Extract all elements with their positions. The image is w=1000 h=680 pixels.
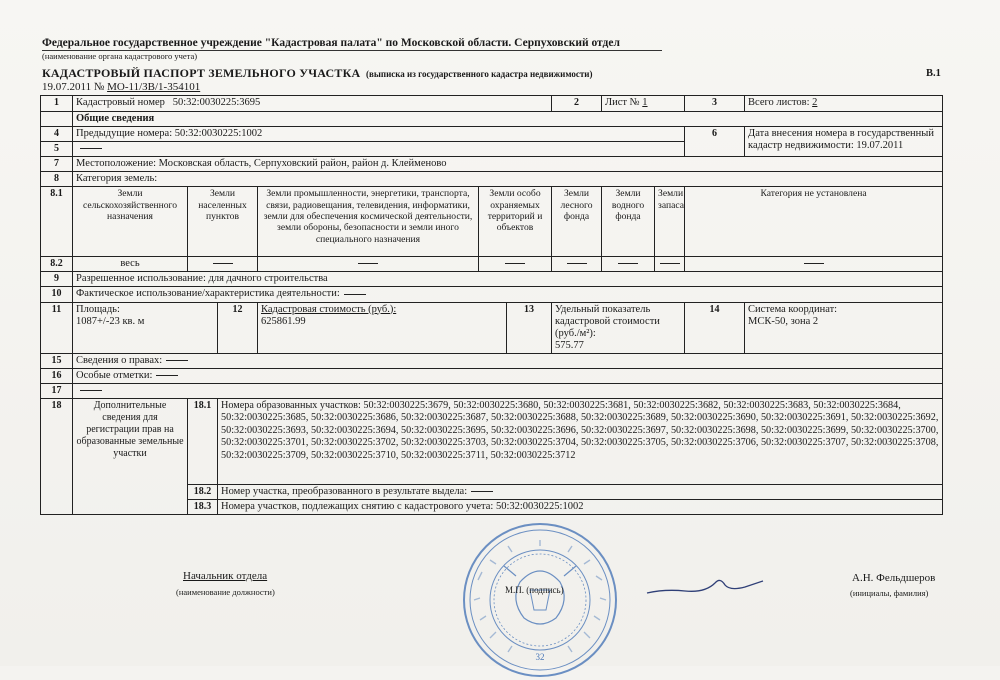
row-number: 6 — [685, 127, 745, 157]
table-row — [41, 398, 943, 484]
organization-name: Федеральное государственное учреждение "Кадастровая палата" по Московской области. Серпуховский отдел — [42, 37, 620, 49]
land-category-header: Земли водного фонда — [602, 187, 655, 257]
location: Местоположение: Московская область, Серпуховский район, район д. Клейменово — [73, 157, 943, 172]
position-title: Начальник отдела — [183, 570, 268, 582]
empty-dash — [567, 263, 587, 264]
land-category-header: Земли населенных пунктов — [188, 187, 258, 257]
area-label: Площадь: — [76, 303, 120, 315]
row-number: 8 — [41, 172, 73, 187]
table-row — [41, 96, 943, 112]
land-category-header: Земли сельскохозяйственного назначения — [73, 187, 188, 257]
empty-dash — [80, 390, 102, 391]
land-category-header: Земли лесного фонда — [552, 187, 602, 257]
specific-value-label: Удельный показатель кадастровой стоимости (руб./м²): — [555, 303, 660, 339]
total-sheets-label: Всего листов: — [748, 97, 810, 108]
specific-value: 575.77 — [555, 339, 584, 351]
area-value: 1087+/-23 кв. м — [76, 315, 145, 327]
table-row — [41, 187, 943, 257]
coordinate-system-cell — [745, 302, 943, 353]
row-number: 9 — [41, 272, 73, 287]
row-number: 13 — [507, 302, 552, 353]
passport-table — [40, 95, 943, 515]
land-category-value — [552, 257, 602, 272]
empty-dash — [358, 263, 378, 264]
organization-caption: (наименование органа кадастрового учета) — [42, 51, 198, 61]
land-category-header: Земли особо охраняемых территорий и объектов — [479, 187, 552, 257]
row-number: 16 — [41, 368, 73, 383]
table-row — [41, 383, 943, 398]
empty-dash — [660, 263, 680, 264]
land-category-value — [258, 257, 479, 272]
signature-icon — [645, 573, 765, 598]
land-category-label: Категория земель: — [73, 172, 943, 187]
land-category-value — [602, 257, 655, 272]
cadastral-value-label: Кадастровая стоимость (руб.): — [261, 303, 397, 315]
general-info-heading: Общие сведения — [73, 112, 943, 127]
table-row — [41, 272, 943, 287]
document-title: КАДАСТРОВЫЙ ПАСПОРТ ЗЕМЕЛЬНОГО УЧАСТКА — [42, 66, 361, 80]
total-sheets-value: 2 — [812, 97, 818, 108]
row-number: 3 — [685, 96, 745, 112]
row-number: 17 — [41, 383, 73, 398]
land-category-value — [188, 257, 258, 272]
form-code: В.1 — [926, 68, 941, 79]
stamp-label: М.П. (подпись) — [505, 585, 564, 595]
land-category-value — [655, 257, 685, 272]
registration-date: Дата внесения номера в государственный кадастр недвижимости: 19.07.2011 — [745, 127, 943, 157]
seal-number: 32 — [535, 652, 545, 662]
row5-value — [73, 142, 685, 157]
table-row — [41, 302, 943, 353]
coordinate-system-label: Система координат: — [748, 303, 838, 315]
row-number: 2 — [552, 96, 602, 112]
document-date-number — [42, 81, 200, 93]
specific-value-cell — [552, 302, 685, 353]
transformed-plot: Номер участка, преобразованного в результате выдела: — [221, 485, 468, 497]
row-number: 18 — [41, 398, 73, 514]
table-row — [41, 112, 943, 127]
permitted-use: Разрешенное использование: для дачного строительства — [73, 272, 943, 287]
actual-use: Фактическое использование/характеристика деятельности: — [76, 288, 340, 300]
empty-cell — [41, 112, 73, 127]
row17-value — [73, 383, 943, 398]
transformed-plot-cell — [218, 484, 943, 499]
row-number: 5 — [41, 142, 73, 157]
empty-dash — [166, 360, 188, 361]
sheet-label: Лист № — [605, 97, 640, 108]
row-number: 12 — [218, 302, 258, 353]
land-category-value — [685, 257, 943, 272]
rights-info: Сведения о правах: — [76, 354, 163, 366]
empty-dash — [156, 375, 178, 376]
row-number: 7 — [41, 157, 73, 172]
additional-info-label: Дополнительные сведения для регистрации прав на образованные земельные участки — [73, 398, 188, 514]
document-date: 19.07.2011 — [42, 81, 92, 93]
cadastral-value-cell — [258, 302, 507, 353]
table-row — [41, 287, 943, 302]
row-number: 11 — [41, 302, 73, 353]
empty-dash — [471, 491, 493, 492]
row-number: 1 — [41, 96, 73, 112]
table-row — [41, 368, 943, 383]
formed-plots-numbers: Номера образованных участков: 50:32:0030225:3679, 50:32:0030225:3680, 50:32:0030225:3681, 50:32:0030225:3682, 50:32:0030225:3683, 50:32:0030225:3684, 50:32:0030225:3685, 50:32:0030225:3686, 50:32:0030225:3687, 50:32:0030225:3688, 50:32:0030225:3689, 50:32:0030225:3690, 50:32:0030225:3691, 50:32:0030225:3692, 50:32:0030225:3693, 50:32:0030225:3694, 50:32:0030225:3695, 50:32:0030225:3696, 50:32:0030225:3697, 50:32:0030225:3698, 50:32:0030225:3699, 50:32:0030225:3700, 50:32:0030225:3701, 50:32:0030225:3702, 50:32:0030225:3703, 50:32:0030225:3704, 50:32:0030225:3705, 50:32:0030225:3706, 50:32:0030225:3707, 50:32:0030225:3708, 50:32:0030225:3709, 50:32:0030225:3710, 50:32:0030225:3711, 50:32:0030225:3712 — [218, 398, 943, 484]
cadastral-number-value: 50:32:0030225:3695 — [172, 97, 261, 108]
land-category-header: Земли запаса — [655, 187, 685, 257]
empty-dash — [80, 148, 102, 149]
document-subtitle: (выписка из государственного кадастра недвижимости) — [366, 69, 593, 79]
row-number: 18.2 — [188, 484, 218, 499]
special-notes: Особые отметки: — [76, 369, 153, 381]
empty-dash — [344, 294, 366, 295]
empty-dash — [213, 263, 233, 264]
official-seal-icon — [460, 520, 620, 680]
special-notes-cell — [73, 368, 943, 383]
removed-plots: Номера участков, подлежащих снятию с кадастрового учета: 50:32:0030225:1002 — [218, 500, 943, 515]
rights-info-cell — [73, 353, 943, 368]
table-row — [41, 172, 943, 187]
sheet-number-cell — [602, 96, 685, 112]
row-number: 10 — [41, 287, 73, 302]
official-name: А.Н. Фельдшеров — [852, 572, 936, 584]
row-number: 18.3 — [188, 500, 218, 515]
document-number: МО-11/ЗВ/1-354101 — [107, 81, 201, 93]
cadastral-number-cell — [73, 96, 552, 112]
table-row — [41, 353, 943, 368]
row-number: 4 — [41, 127, 73, 142]
official-name-caption: (инициалы, фамилия) — [850, 588, 929, 598]
empty-dash — [618, 263, 638, 264]
number-prefix: № — [93, 81, 105, 93]
row-number: 8.1 — [41, 187, 73, 257]
row-number: 14 — [685, 302, 745, 353]
empty-dash — [804, 263, 824, 264]
sheet-value: 1 — [642, 97, 648, 108]
area-cell — [73, 302, 218, 353]
position-caption: (наименование должности) — [176, 587, 275, 597]
cadastral-number-label: Кадастровый номер — [76, 97, 165, 108]
table-row — [41, 127, 943, 142]
row-number: 15 — [41, 353, 73, 368]
land-category-header: Земли промышленности, энергетики, транспорта, связи, радиовещания, телевидения, информатики, земли для обеспечения космической деятельности, земли обороны, безопасности и земли иного специального назначения — [258, 187, 479, 257]
previous-numbers: Предыдущие номера: 50:32:0030225:1002 — [73, 127, 685, 142]
actual-use-cell — [73, 287, 943, 302]
land-category-value: весь — [73, 257, 188, 272]
cadastral-value: 625861.99 — [261, 315, 306, 327]
total-sheets-cell — [745, 96, 943, 112]
land-category-value — [479, 257, 552, 272]
table-row — [41, 257, 943, 272]
table-row — [41, 157, 943, 172]
row-number: 8.2 — [41, 257, 73, 272]
land-category-header: Категория не установлена — [685, 187, 943, 257]
empty-dash — [505, 263, 525, 264]
coordinate-system-value: МСК-50, зона 2 — [748, 315, 819, 327]
row-number: 18.1 — [188, 398, 218, 484]
